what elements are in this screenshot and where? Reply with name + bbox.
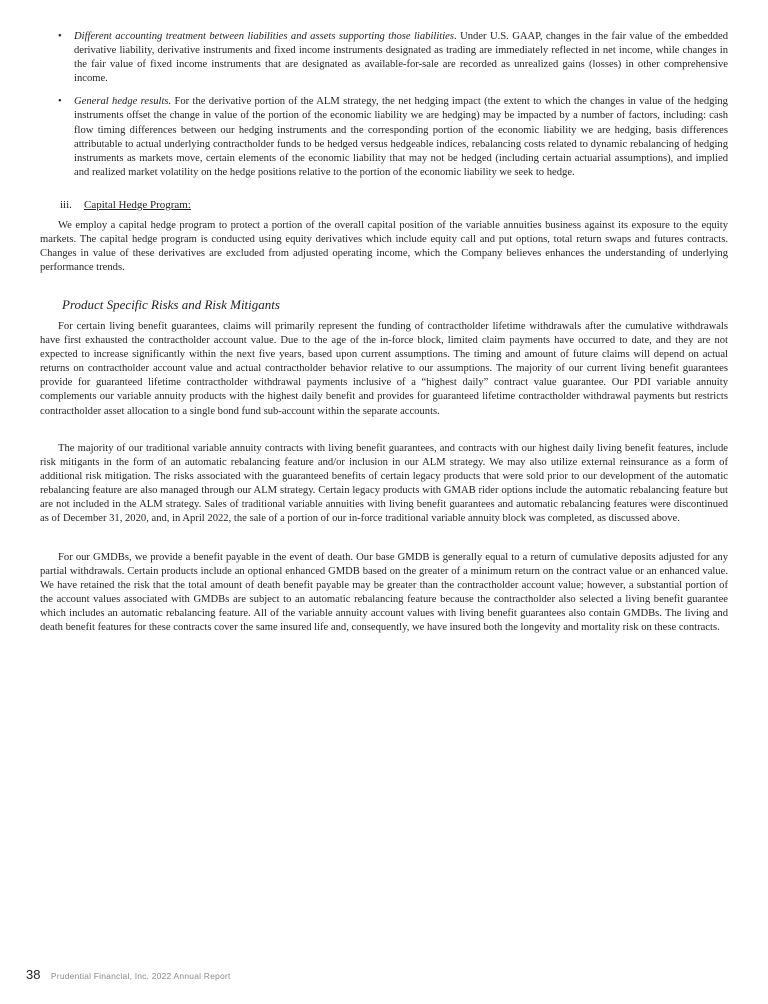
- bullet-text: . Under U.S. GAAP, changes in the fair value of the embedded derivative liability, derivative instruments and fixed income instruments designated as trading are immediately reflected in net income, while changes in the fair value of fixed income instruments that are designated as available-for-sale are recorded as unrealized gains (losses) in other comprehensive income.: [74, 31, 728, 85]
- risk-bullet-list: [58, 30, 728, 189]
- page-footer: [26, 966, 231, 984]
- section-heading: Product Specific Risks and Risk Mitigants: [62, 297, 280, 312]
- body-paragraph: For our GMDBs, we provide a benefit payable in the event of death. Our base GMDB is generally equal to a return of cumulative deposits adjusted for any partial withdrawals. Certain products include an optional enhanced GMDB based on the greater of a minimum return on the contract value or an enhanced value. We have retained the risk that the total amount of death benefit payable may be greater than the contractholder account value; however, a substantial portion of the account values associated with GMDBs are subject to an automatic rebalancing feature because the contractholder also selected a living benefit guarantee which includes an automatic rebalancing feature. All of the variable annuity account values with living benefit guarantees also contain GMDBs. The living and death benefit features for these contracts cover the same insured life and, consequently, we have insured both the longevity and mortality risk on these contracts.: [40, 552, 728, 634]
- subsection-number: iii.: [60, 199, 72, 211]
- capital-hedge-heading: [60, 199, 191, 211]
- body-paragraph: For certain living benefit guarantees, claims will primarily represent the funding of contractholder lifetime withdrawals after the cumulative withdrawals have first exhausted the contractholder account value. Due to the age of the in-force block, limited claim payments have occurred to date, and they are not expected to increase significantly within the next five years, based upon current assumptions. The timing and amount of future claims will depend on actual returns on contractholder account value and actual contractholder behavior relative to our assumptions. The majority of our current living benefit guarantees provide for guaranteed lifetime contractholder withdrawal payments inclusive of a “highest daily” contract value guarantee. Our PDI variable annuity complements our variable annuity products with the highest daily benefit and provides for guaranteed lifetime contractholder withdrawal payments but restricts contractholder asset allocation to a single bond fund sub-account within the separate accounts.: [40, 321, 728, 417]
- body-paragraph: The majority of our traditional variable annuity contracts with living benefit guarantees, and contracts with our highest daily living benefit features, include risk mitigants in the form of an automatic rebalancing feature and/or inclusion in our ALM strategy. We may also utilize external reinsurance as a form of additional risk mitigation. The risks associated with the guaranteed benefits of certain legacy products that were sold prior to our development of the automatic rebalancing feature are also managed through our ALM strategy. Certain legacy products with GMAB rider options include the automatic rebalancing feature but are not included in the ALM strategy. Sales of traditional variable annuities with living benefit guarantees and automatic rebalancing features were discontinued as of December 31, 2020, and, in April 2022, the sale of a portion of our in-force traditional variable annuity block was completed, as discussed above.: [40, 443, 728, 525]
- bullet-accounting-treatment: [58, 30, 728, 86]
- bullet-lead: General hedge results.: [74, 96, 172, 108]
- subsection-title: Capital Hedge Program:: [84, 199, 191, 211]
- bullet-icon: •: [58, 31, 62, 42]
- bullet-general-hedge-results: [58, 95, 728, 180]
- bullet-text: For the derivative portion of the ALM strategy, the net hedging impact (the extent to which the changes in value of the hedging instruments offset the change in value of the portion of the economic liability we are hedging) may be impacted by a number of factors, including: cash flow timing differences between our hedging instruments and the corresponding portion of the economic liability we are hedging, basis differences attributable to actual underlying contractholder funds to be hedged versus hedgeable indices, rebalancing costs related to dynamic rebalancing of hedging instruments as markets move, certain elements of the economic liability that may not be hedged (including certain actuarial assumptions), and implied and realized market volatility on the hedge positions relative to the portion of the economic liability we seek to hedge.: [74, 96, 728, 178]
- report-title: Prudential Financial, Inc. 2022 Annual Report: [50, 971, 231, 981]
- bullet-icon: •: [58, 96, 62, 108]
- capital-hedge-paragraph: We employ a capital hedge program to protect a portion of the overall capital position of the variable annuities business against its exposure to the equity markets. The capital hedge program is conducted using equity derivatives which include equity call and put options, total return swaps and futures contracts. Changes in value of these derivatives are excluded from adjusted operating income, which the Company believes enhances the understanding of underlying performance trends.: [40, 220, 728, 274]
- bullet-lead: Different accounting treatment between liabilities and assets supporting those liabilities: [74, 31, 455, 42]
- page-number: 38: [26, 967, 41, 982]
